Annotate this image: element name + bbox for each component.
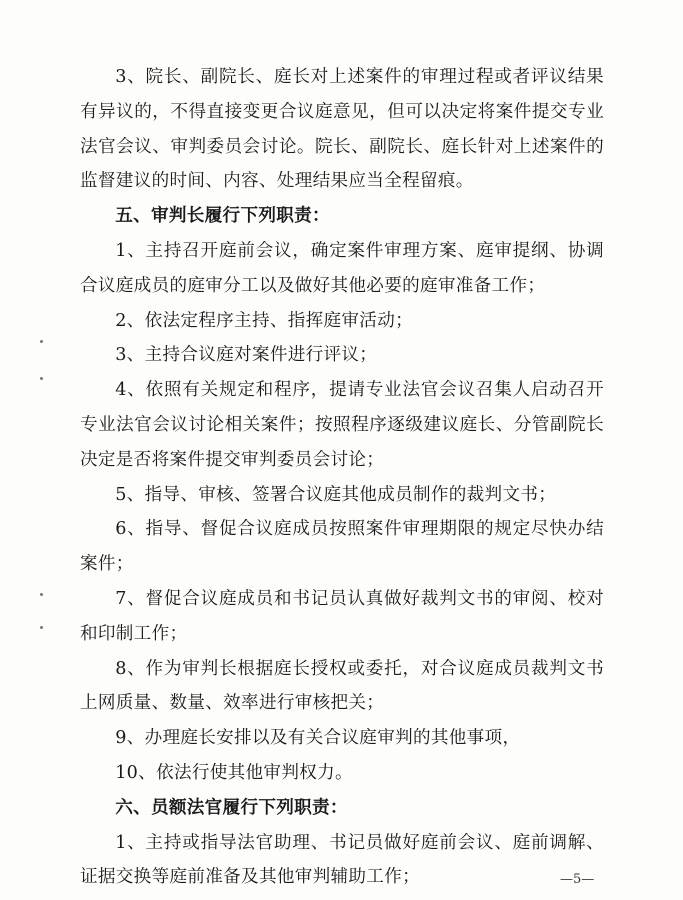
document-body: [80, 60, 604, 895]
section-heading: 六、员额法官履行下列职责：: [115, 796, 348, 818]
scan-speck: [40, 377, 43, 380]
section-heading: 五、审判长履行下列职责：: [115, 205, 330, 227]
paragraph-item: 1、主持召开庭前会议，确定案件审理方案、庭审提纲、协调合议庭成员的庭审分工以及做好其他必要的庭审准备工作；: [80, 240, 604, 296]
scan-speck: [40, 593, 43, 596]
paragraph-item: 7、督促合议庭成员和书记员认真做好裁判文书的审阅、校对和印制工作；: [80, 588, 604, 644]
paragraph-item: 3、主持合议庭对案件进行评议；: [115, 345, 378, 366]
scan-speck: [40, 340, 43, 343]
paragraph-item: 9、办理庭长安排以及有关合议庭审判的其他事项，: [115, 728, 521, 749]
paragraph-item: 4、依照有关规定和程序，提请专业法官会议召集人启动召开专业法官会议讨论相关案件；按照程序逐级建议庭长、分管副院长决定是否将案件提交审判委员会讨论；: [80, 380, 604, 470]
paragraph-item: 5、指导、审核、签署合议庭其他成员制作的裁判文书；: [115, 484, 557, 505]
paragraph-item: 2、依法定程序主持、指挥庭审活动；: [115, 310, 413, 331]
paragraph-item: 6、指导、督促合议庭成员按照案件审理期限的规定尽快办结案件；: [80, 519, 604, 575]
page-number: —5—: [560, 872, 595, 887]
paragraph-item: 10、依法行使其他审判权力。: [115, 762, 353, 783]
paragraph-item: 8、作为审判长根据庭长授权或委托，对合议庭成员裁判文书上网质量、数量、效率进行审核把关；: [80, 658, 604, 714]
paragraph-item: 3、院长、副院长、庭长对上述案件的审理过程或者评议结果有异议的，不得直接变更合议庭意见，但可以决定将案件提交专业法官会议、审判委员会讨论。院长、副院长、庭长针对上述案件的监督建议的时间、内容、处理结果应当全程留痕。: [80, 67, 604, 192]
scan-speck: [40, 626, 43, 629]
paragraph-item: 1、主持或指导法官助理、书记员做好庭前会议、庭前调解、证据交换等庭前准备及其他审判辅助工作；: [80, 832, 604, 888]
